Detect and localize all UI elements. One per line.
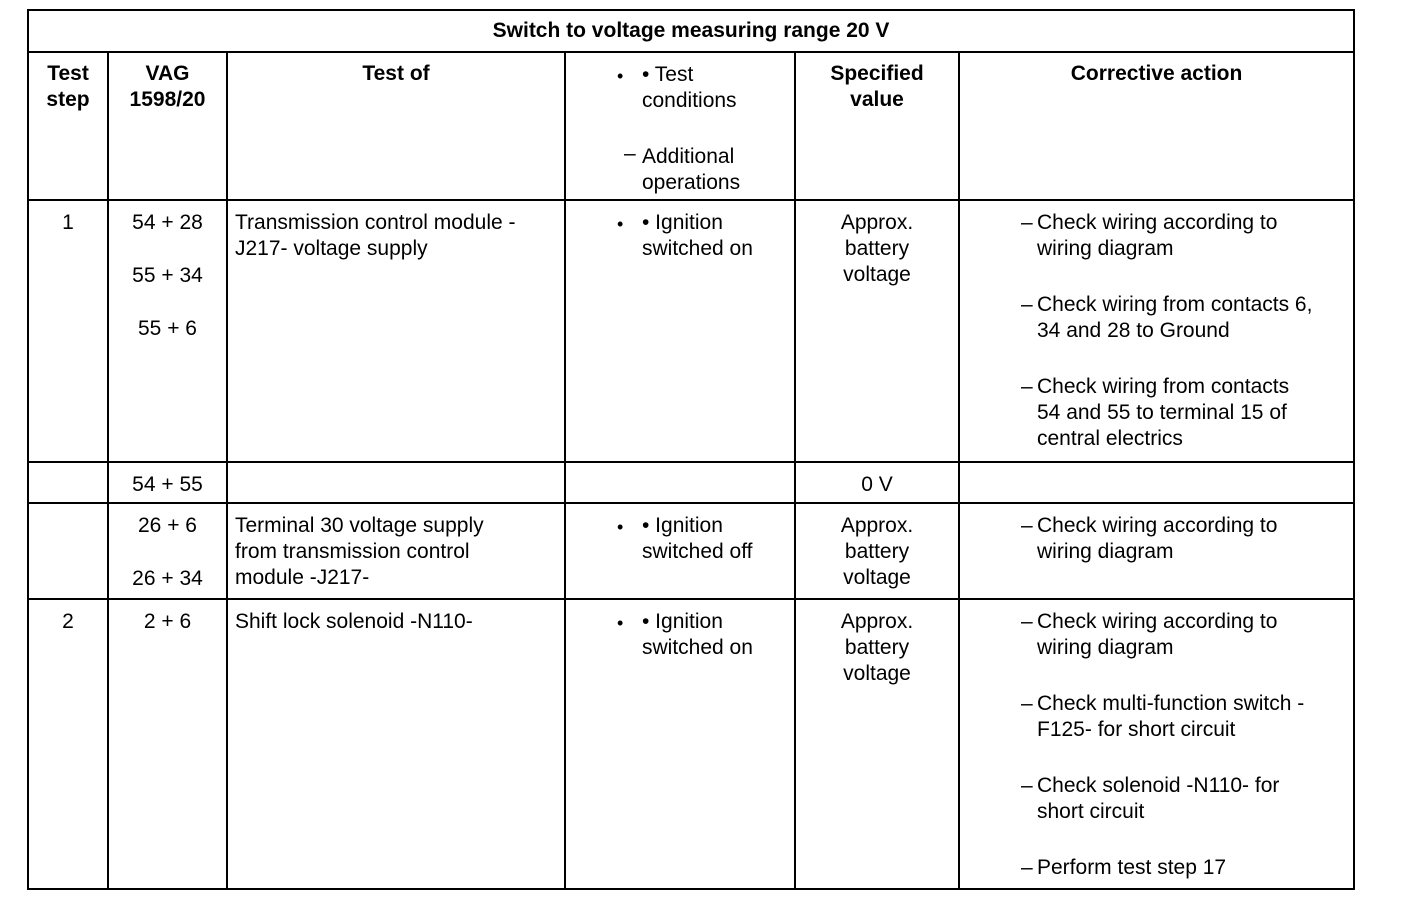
- cell-corrective: [959, 200, 1354, 462]
- table-row: [28, 503, 1354, 599]
- specified-line: 0 V: [861, 473, 893, 496]
- test-of-line: Shift lock solenoid -N110-: [235, 610, 473, 633]
- header-test-of: Test of: [227, 52, 565, 200]
- bullet-icon: •: [617, 66, 624, 86]
- specified-line: Approx.: [840, 610, 914, 633]
- action-line: wiring diagram: [1037, 636, 1174, 659]
- dash-icon: –: [1021, 774, 1033, 797]
- cell-specified: [795, 503, 959, 599]
- test-of-line: Transmission control module -: [235, 211, 516, 234]
- condition-line: • Ignition: [642, 211, 723, 234]
- specified-line: voltage: [843, 263, 911, 286]
- cell-test-of: [227, 503, 565, 599]
- action-item: [1021, 374, 1347, 452]
- action-item: [1021, 773, 1347, 825]
- header-specified: Specified value: [795, 52, 959, 200]
- bullet-icon: •: [617, 214, 624, 234]
- dash-icon: –: [1021, 293, 1033, 316]
- cell-condition: [565, 599, 795, 889]
- cell-condition: [565, 200, 795, 462]
- cell-test-of: [227, 599, 565, 889]
- cell-condition: [565, 503, 795, 599]
- cell-corrective: [959, 462, 1354, 503]
- cell-vag: [108, 599, 227, 889]
- test-table: [27, 9, 1355, 890]
- action-item: [1021, 210, 1347, 262]
- vag-value: 2 + 6: [143, 610, 192, 633]
- table-row: [28, 599, 1354, 889]
- cell-test-of: [227, 462, 565, 503]
- cell-vag: [108, 200, 227, 462]
- action-line: Check wiring according to: [1037, 514, 1278, 537]
- title-row: [28, 10, 1354, 52]
- cell-corrective: [959, 503, 1354, 599]
- action-line: 34 and 28 to Ground: [1037, 319, 1230, 342]
- specified-line: Approx.: [840, 514, 914, 537]
- condition-line: switched on: [642, 237, 753, 260]
- cell-step: 2: [28, 599, 108, 889]
- cell-test-of: [227, 200, 565, 462]
- dash-icon: –: [624, 142, 636, 165]
- action-item: [1021, 691, 1347, 743]
- bullet-icon: •: [617, 517, 624, 537]
- specified-line: battery: [844, 237, 910, 260]
- test-of-line: J217- voltage supply: [235, 237, 428, 260]
- table-title: Switch to voltage measuring range 20 V: [28, 10, 1354, 52]
- cell-specified: [795, 200, 959, 462]
- cell-step: [28, 462, 108, 503]
- cell-vag: [108, 503, 227, 599]
- condition-line: switched off: [642, 540, 753, 563]
- cell-condition: [565, 462, 795, 503]
- table-row: [28, 462, 1354, 503]
- specified-line: voltage: [843, 566, 911, 589]
- action-line: wiring diagram: [1037, 237, 1174, 260]
- test-of-line: Terminal 30 voltage supply: [235, 514, 484, 537]
- action-item: [1021, 855, 1347, 881]
- action-line: Check solenoid -N110- for: [1037, 774, 1280, 797]
- action-line: 54 and 55 to terminal 15 of: [1037, 401, 1287, 424]
- dash-icon: –: [1021, 856, 1033, 879]
- action-line: Check wiring according to: [1037, 211, 1278, 234]
- action-line: F125- for short circuit: [1037, 718, 1236, 741]
- cell-step: 1: [28, 200, 108, 462]
- action-item: [1021, 609, 1347, 661]
- specified-line: voltage: [843, 662, 911, 685]
- cell-corrective: [959, 599, 1354, 889]
- action-line: Check wiring from contacts 6,: [1037, 293, 1313, 316]
- dash-icon: –: [1021, 514, 1033, 537]
- dash-icon: –: [1021, 692, 1033, 715]
- dash-icon: –: [1021, 211, 1033, 234]
- cell-vag: [108, 462, 227, 503]
- test-of-line: from transmission control: [235, 540, 470, 563]
- condition-line: switched on: [642, 636, 753, 659]
- bullet-icon: •: [617, 613, 624, 633]
- action-item: [1021, 292, 1347, 344]
- header-corrective: Corrective action: [959, 52, 1354, 200]
- cell-step: [28, 503, 108, 599]
- action-item: [1021, 513, 1347, 565]
- cell-specified: [795, 462, 959, 503]
- dash-icon: –: [1021, 610, 1033, 633]
- specified-line: battery: [844, 636, 910, 659]
- vag-value: 26 + 34: [132, 567, 203, 590]
- action-line: Check wiring from contacts: [1037, 375, 1290, 398]
- action-line: Perform test step 17: [1037, 856, 1227, 879]
- vag-value: 54 + 28: [132, 211, 203, 234]
- specified-line: battery: [844, 540, 910, 563]
- action-line: short circuit: [1037, 800, 1145, 823]
- vag-value: 55 + 6: [138, 317, 197, 340]
- header-vag: VAG 1598/20: [108, 52, 227, 200]
- action-line: Check multi-function switch -: [1037, 692, 1305, 715]
- test-of-line: module -J217-: [235, 566, 370, 589]
- table-row: [28, 200, 1354, 462]
- header-test-step: Test step: [28, 52, 108, 200]
- vag-value: 26 + 6: [138, 514, 197, 537]
- vag-value: 54 + 55: [132, 473, 203, 496]
- specified-line: Approx.: [840, 211, 914, 234]
- condition-line: • Ignition: [642, 610, 723, 633]
- header-row: [28, 52, 1354, 200]
- action-line: wiring diagram: [1037, 540, 1174, 563]
- cell-specified: [795, 599, 959, 889]
- header-conditions: • • Test conditions – Additional operations: [565, 52, 795, 200]
- dash-icon: –: [1021, 375, 1033, 398]
- action-line: central electrics: [1037, 427, 1183, 450]
- action-line: Check wiring according to: [1037, 610, 1278, 633]
- vag-value: 55 + 34: [132, 264, 203, 287]
- condition-line: • Ignition: [642, 514, 723, 537]
